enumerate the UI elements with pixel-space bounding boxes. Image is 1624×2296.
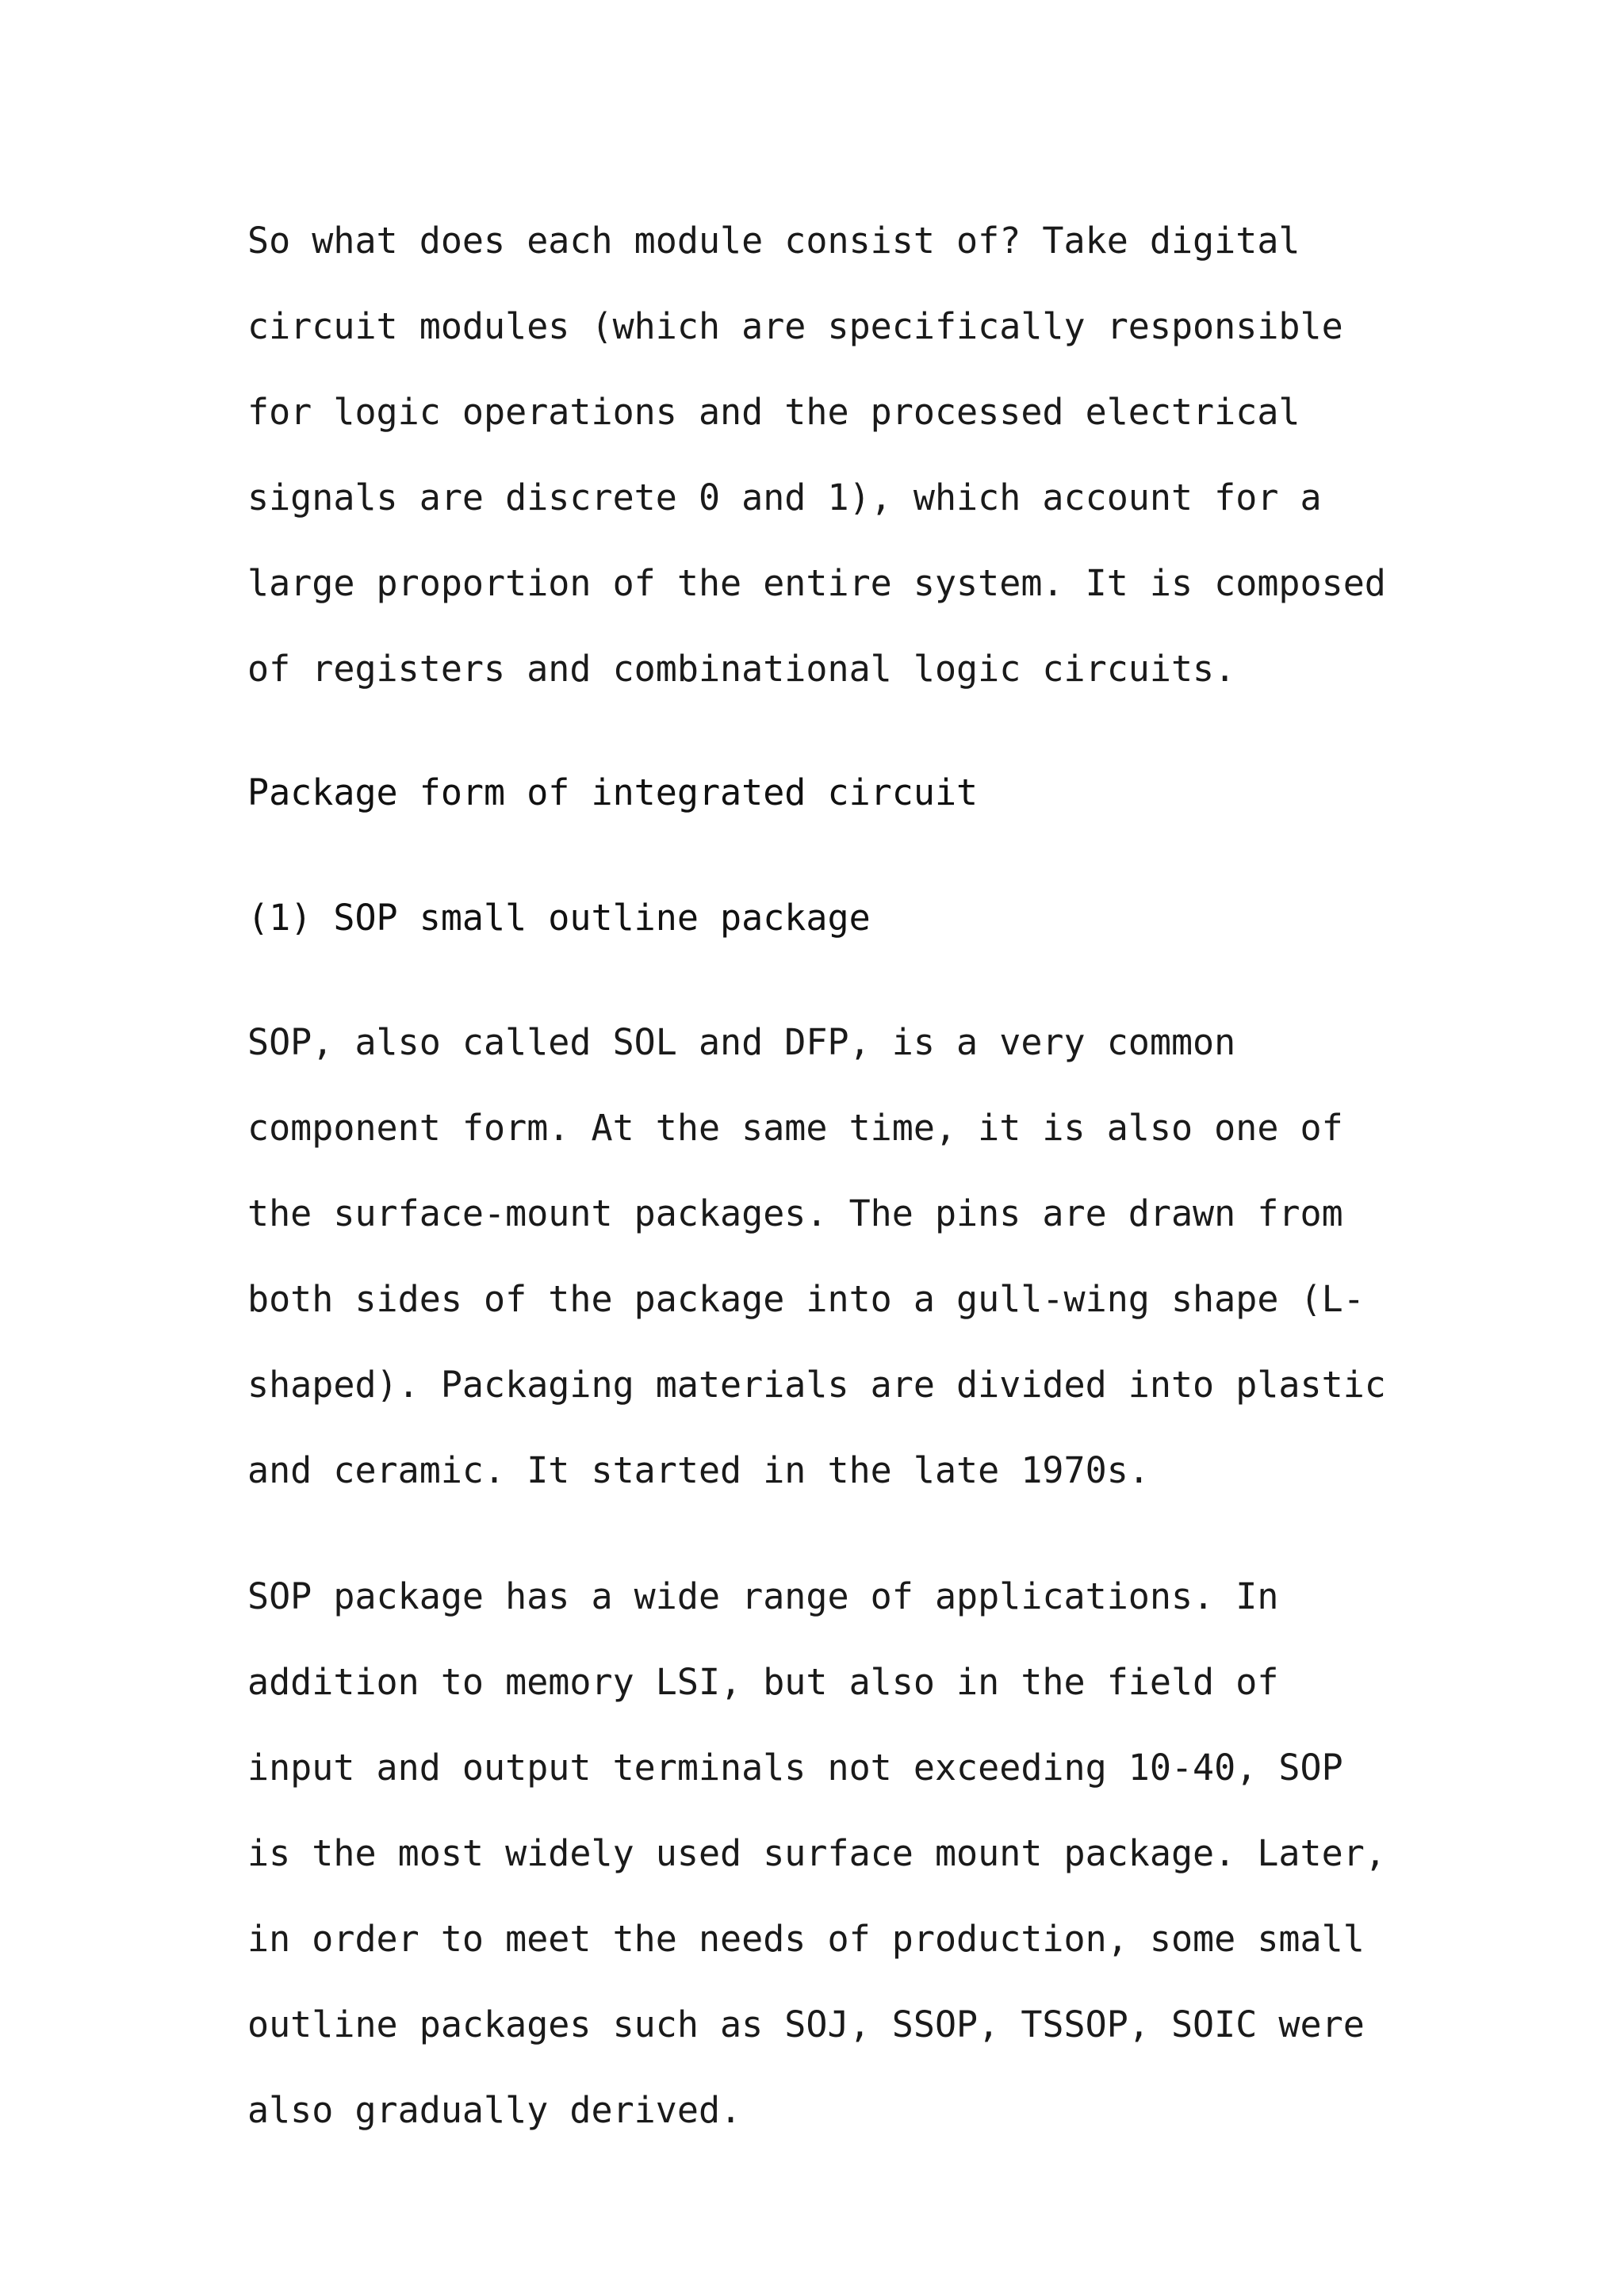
heading-package-form: Package form of integrated circuit [247, 771, 979, 813]
paragraph-sop-description: SOP, also called SOL and DFP, is a very common component form. At the same time, it is also one of the surface-mount packages. The pins are drawn from both sides of the package into a gull-wing shape (L-shaped). Packaging materials are divided into plastic and ceramic. It started in the late 1970s. [247, 1021, 1386, 1491]
paragraph-sop-applications: SOP package has a wide range of applications. In addition to memory LSI, but also in the field of input and output terminals not exceeding 10-40, SOP is the most widely used surface mount package. Later, in order to meet the needs of production, some small outline packages such as SOJ, SSOP, TSSOP, SOIC were also gradually derived. [247, 1575, 1386, 2131]
paragraph-module-composition: So what does each module consist of? Take digital circuit modules (which are specifically responsible for logic operations and the processed electrical signals are discrete 0 and 1), which account for a large proportion of the entire system. It is composed of registers and combinational logic circuits. [247, 220, 1386, 690]
heading-sop-package: (1) SOP small outline package [247, 897, 871, 939]
